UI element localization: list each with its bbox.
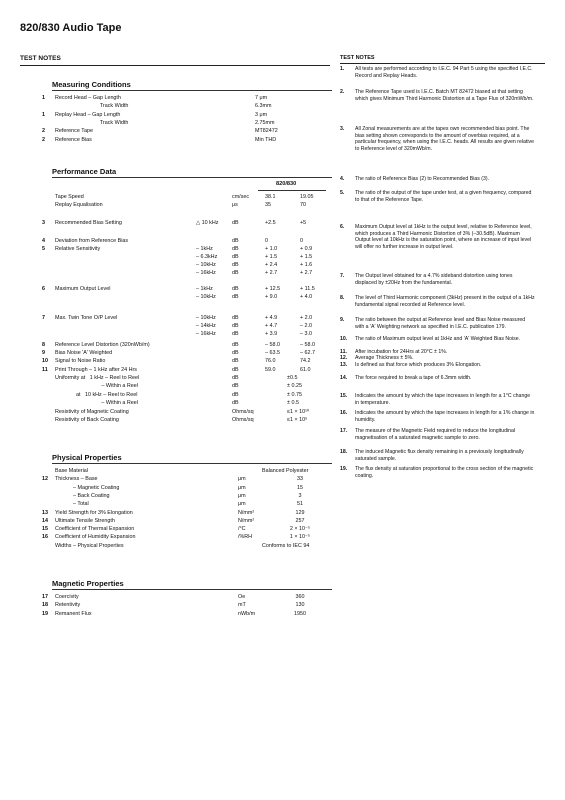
performance-unit: dB [232, 323, 239, 329]
measuring-label: Record Head – Gap Length [55, 95, 121, 101]
note-number: 2. [340, 89, 345, 95]
note-number: 9. [340, 317, 345, 323]
measuring-value: 6.3mm [255, 103, 272, 110]
note-number: 12. [340, 355, 348, 361]
performance-label: – Within a Reel [55, 383, 138, 389]
magnetic-num: 18 [42, 602, 48, 609]
performance-row [0, 285, 360, 293]
note-text: The flux density at saturation proportional to the cross section of the magnetic coating. [355, 466, 534, 479]
performance-unit: μs [232, 202, 238, 208]
physical-value: Balanced Polyester [262, 468, 309, 474]
physical-row [0, 525, 360, 533]
note-text: The level of Third Harmonic component (3kHz) present in the output of a 1kHz fundamental signal recorded at Reference level. [355, 295, 535, 308]
performance-v1: – 58.0 [265, 342, 280, 348]
physical-label: Base Material [55, 468, 88, 474]
measuring-row [0, 111, 360, 119]
physical-unit: N/mm² [238, 509, 255, 516]
magnetic-label: Retentivity [55, 602, 81, 609]
performance-num: 8 [42, 342, 45, 348]
measuring-num: 1 [42, 95, 45, 101]
performance-unit: dB [232, 375, 239, 381]
physical-unit: μm [238, 501, 246, 508]
performance-row [0, 349, 360, 357]
header-rule [20, 65, 330, 66]
physical-num: 14 [42, 517, 48, 524]
performance-v2: + 0.9 [300, 246, 313, 252]
performance-v1: + 3.9 [265, 331, 278, 337]
note-text: The Reference Tape used is I.E.C. Batch MT 82472 biased at that setting which gives Minimum Third Harmonic Distortion at a Tape Flux of 320mWb/m. [355, 89, 534, 102]
performance-v2: + 2.7 [300, 270, 313, 276]
performance-v2: – 3.0 [300, 331, 312, 337]
performance-row [0, 201, 360, 209]
note-number: 6. [340, 224, 345, 230]
performance-v1: 38.1 [265, 194, 276, 200]
performance-v1: + 1.5 [265, 254, 278, 260]
performance-row [0, 293, 360, 301]
performance-rule [52, 177, 332, 178]
performance-label: Replay Equalisation [55, 202, 103, 208]
note-number: 17. [340, 428, 348, 434]
physical-row [0, 475, 360, 483]
magnetic-value: 1950 [294, 610, 306, 617]
note-text: The Output level obtained for a 4.7% sideband distortion using tones displaced by ±20Hz from the fundamental. [355, 273, 513, 286]
performance-row [0, 330, 360, 338]
performance-sub: – 6.3kHz [196, 254, 218, 260]
performance-v1: 0 [265, 238, 268, 244]
physical-unit: μm [238, 492, 246, 499]
performance-v1: – 63.5 [265, 350, 280, 356]
measuring-value: 2.75mm [255, 119, 275, 126]
performance-row [0, 322, 360, 330]
performance-num: 9 [42, 350, 45, 356]
performance-label: Resistivity of Back Coating [55, 417, 119, 423]
measuring-row [0, 94, 360, 102]
note-number: 15. [340, 393, 348, 399]
physical-num: 12 [42, 476, 48, 483]
note-text: Indicates the amount by which the tape increases in length for a 1°C change in temperature. [355, 393, 531, 406]
performance-unit: cm/sec [232, 194, 250, 200]
measuring-num: 2 [42, 128, 45, 135]
note-text: The ratio of Reference Bias (2) to Recommended Bias (3). [355, 176, 490, 182]
performance-label: – Within a Reel [55, 400, 138, 406]
note-text: All tests are performed according to I.E.C. 94 Part 5 using the specified I.E.C. Record and Replay Heads. [355, 66, 533, 79]
note-number: 4. [340, 176, 345, 182]
performance-label: Bias Noise 'A' Weighted [55, 350, 113, 356]
measuring-value: MT82472 [255, 128, 278, 135]
physical-rule [52, 463, 332, 464]
measuring-row [0, 127, 360, 135]
note-text: After incubation for 24Hrs at 20°C ± 1%. [355, 349, 448, 355]
performance-label: Deviation from Reference Bias [55, 238, 129, 244]
measuring-label: Track Width [55, 119, 129, 126]
performance-row [0, 416, 360, 424]
performance-v1: ± 0.25 [287, 383, 302, 389]
performance-num: 5 [42, 246, 45, 252]
performance-v1: ±0.5 [287, 375, 298, 381]
performance-v2: 74.2 [300, 358, 311, 364]
magnetic-value: 360 [295, 594, 305, 600]
physical-unit: N/mm² [238, 517, 255, 524]
note-text: The induced Magnetic flux density remaining in a previously longitudinally saturated sample. [355, 449, 524, 462]
magnetic-row [0, 601, 360, 609]
measuring-value: 7 μm [255, 95, 268, 101]
performance-row [0, 237, 360, 245]
note-number: 3. [340, 126, 345, 132]
performance-unit: dB [232, 392, 239, 398]
performance-v2: + 4.0 [300, 294, 313, 300]
measuring-label: Reference Tape [55, 128, 93, 135]
physical-value: 257 [295, 517, 305, 524]
measuring-row [0, 102, 360, 110]
performance-sub: – 1kHz [196, 246, 213, 252]
performance-unit: dB [232, 286, 239, 292]
performance-sub: – 10kHz [196, 262, 216, 268]
performance-row [0, 382, 360, 390]
performance-row [0, 193, 360, 201]
measuring-row [0, 119, 360, 127]
note-text: The ratio of the output of the tape under test, at a given frequency, compared to that of the Reference Tape. [355, 190, 532, 203]
performance-label: Print Through – 1 kHz after 24 Hrs [55, 367, 137, 373]
note-number: 13. [340, 362, 348, 368]
performance-row [0, 314, 360, 322]
performance-v2: – 58.0 [300, 342, 315, 348]
performance-v1: +2.5 [265, 220, 276, 226]
measuring-value: Min THD [255, 136, 277, 143]
physical-label: – Back Coating [55, 492, 110, 499]
performance-v2: + 1.6 [300, 262, 313, 268]
note-text: All Zonal measurements are at the tapes own recommended bias point. The bias setting shown corresponds to the amount of overbias required, at a particular frequency, when using the I.E.C. heads. All results are given relative to Reference level of 320mWb/m. [355, 126, 534, 152]
performance-v1: + 1.0 [265, 246, 278, 252]
performance-label: Reference Level Distortion (320nWb/m) [55, 342, 150, 348]
performance-v2: +5 [300, 220, 307, 226]
performance-unit: dB [232, 238, 239, 244]
physical-num: 13 [42, 509, 48, 516]
physical-value: 51 [297, 501, 303, 508]
measuring-label: Reference Bias [55, 136, 92, 143]
performance-unit: dB [232, 367, 239, 373]
physical-row [0, 484, 360, 492]
note-number: 16. [340, 410, 348, 416]
performance-sub: – 16kHz [196, 270, 216, 276]
performance-v1: ≤1 × 10¹⁰ [287, 409, 310, 415]
performance-v1: + 4.7 [265, 323, 278, 329]
performance-row [0, 374, 360, 382]
note-number: 18. [340, 449, 348, 455]
performance-column-group: 820/830 [276, 181, 297, 187]
performance-num: 4 [42, 238, 45, 244]
notes-header: TEST NOTES [340, 55, 375, 61]
physical-label: – Magnetic Coating [55, 484, 120, 491]
magnetic-num: 19 [42, 610, 48, 617]
performance-num: 3 [42, 220, 45, 226]
magnetic-value: 130 [295, 602, 305, 609]
performance-unit: dB [232, 358, 239, 364]
note-number: 7. [340, 273, 345, 279]
performance-unit: dB [232, 315, 239, 321]
note-text: The measure of the Magnetic Field required to reduce the longitudinal magnetisation of a saturated magnetic sample to zero. [355, 428, 516, 441]
physical-value: Conforms to IEC 94 [262, 542, 310, 549]
magnetic-row [0, 593, 360, 601]
physical-value: 3 [298, 492, 302, 499]
performance-v1: + 2.4 [265, 262, 278, 268]
performance-label: Relative Sensitivity [55, 246, 101, 252]
performance-unit: dB [232, 254, 239, 260]
performance-unit: dB [232, 262, 239, 268]
performance-v2: – 62.7 [300, 350, 315, 356]
performance-row [0, 357, 360, 365]
physical-row [0, 542, 360, 550]
physical-value: 1 × 10⁻⁵ [289, 534, 311, 541]
document-title: 820/830 Audio Tape [20, 22, 122, 34]
note-number: 8. [340, 295, 345, 301]
performance-v1: + 12.5 [265, 286, 281, 292]
physical-label: Ultimate Tensile Strength [55, 517, 115, 524]
physical-label: Coefficient of Thermal Expansion [55, 526, 135, 533]
magnetic-unit: mT [238, 602, 246, 609]
physical-unit: μm [238, 476, 246, 483]
physical-unit: μm [238, 484, 246, 491]
note-text: Average Thickness ± 5%. [355, 355, 414, 361]
note-number: 1. [340, 66, 345, 72]
magnetic-label: Remanent Flux [55, 610, 92, 617]
performance-sub: – 1kHz [196, 286, 213, 292]
performance-v1: + 2.7 [265, 270, 278, 276]
performance-row [0, 408, 360, 416]
note-number: 5. [340, 190, 345, 196]
physical-row [0, 500, 360, 508]
notes-header-rule [340, 63, 545, 64]
physical-row [0, 492, 360, 500]
performance-v1: + 9.0 [265, 294, 278, 300]
performance-v1: ± 0.75 [287, 392, 302, 398]
physical-row [0, 517, 360, 525]
magnetic-rule [52, 589, 332, 590]
performance-num: 6 [42, 286, 45, 292]
performance-label: at 10 kHz – Reel to Reel [55, 392, 138, 398]
performance-v2: 19.05 [300, 194, 314, 200]
performance-v1: ≤1 × 10⁶ [287, 417, 308, 423]
note-text: Indicates the amount by which the tape increases in length for a 1% change in humidity. [355, 410, 535, 423]
performance-label: Recommended Bias Setting [55, 220, 122, 226]
physical-num: 15 [42, 526, 48, 533]
performance-v2: 0 [300, 238, 303, 244]
performance-row [0, 391, 360, 399]
performance-num: 11 [42, 367, 48, 373]
note-text: Is defined as that force which produces 3% Elongation. [355, 362, 482, 368]
performance-v2: 70 [300, 202, 306, 208]
magnetic-label: Coercivity [55, 594, 79, 600]
physical-value: 2 × 10⁻⁵ [289, 526, 311, 533]
measuring-label: Replay Head – Gap Length [55, 111, 121, 118]
physical-row [0, 509, 360, 517]
performance-v2: + 1.5 [300, 254, 313, 260]
performance-v1: 35 [265, 202, 271, 208]
physical-label: Thickness – Base [55, 476, 98, 483]
performance-unit: Ohms/sq [232, 417, 254, 423]
note-number: 10. [340, 336, 348, 342]
measuring-num: 2 [42, 136, 45, 143]
magnetic-row [0, 610, 360, 618]
note-number: 14. [340, 375, 348, 381]
physical-row [0, 467, 360, 475]
measuring-num: 1 [42, 111, 45, 118]
performance-unit: dB [232, 246, 239, 252]
performance-v2: + 11.5 [300, 286, 315, 292]
performance-row [0, 269, 360, 277]
performance-label: Maximum Output Level [55, 286, 111, 292]
measuring-rule [52, 90, 332, 91]
physical-label: Coefficient of Humidity Expansion [55, 534, 136, 541]
performance-num: 7 [42, 315, 45, 321]
physical-heading: Physical Properties [52, 453, 122, 462]
left-section-header: TEST NOTES [20, 55, 61, 62]
performance-unit: dB [232, 331, 239, 337]
performance-unit: dB [232, 294, 239, 300]
physical-unit: /°C [238, 526, 246, 533]
performance-sub: – 10kHz [196, 315, 216, 321]
physical-unit: /%RH [238, 534, 253, 541]
physical-value: 129 [295, 509, 305, 516]
performance-row [0, 366, 360, 374]
performance-unit: dB [232, 350, 239, 356]
physical-num: 16 [42, 534, 48, 541]
performance-label: Max. Twin Tone O/P Level [55, 315, 118, 321]
performance-num: 10 [42, 358, 48, 364]
performance-v2: + 2.0 [300, 315, 313, 321]
measuring-value: 3 μm [255, 111, 268, 118]
performance-unit: dB [232, 383, 239, 389]
note-text: The ratio of Maximum output level at 1kHz and 'A' Weighted Bias Noise. [355, 336, 521, 342]
measuring-heading: Measuring Conditions [52, 80, 131, 89]
magnetic-unit: Oe [238, 594, 246, 600]
measuring-label: Track Width [55, 103, 129, 110]
physical-label: Widths – Physical Properties [55, 542, 124, 549]
performance-unit: dB [232, 400, 239, 406]
performance-sub: – 10kHz [196, 294, 216, 300]
note-number: 11. [340, 349, 347, 355]
magnetic-heading: Magnetic Properties [52, 579, 124, 588]
note-text: The force required to break a tape of 6.3mm width. [355, 375, 472, 381]
performance-row [0, 253, 360, 261]
performance-heading: Performance Data [52, 167, 117, 176]
performance-sub: – 16kHz [196, 331, 216, 337]
physical-label: – Total [55, 501, 89, 508]
performance-unit: dB [232, 270, 239, 276]
performance-unit: dB [232, 342, 239, 348]
performance-v1: + 4.9 [265, 315, 278, 321]
performance-sub: △ 10 kHz [196, 220, 219, 226]
performance-label: Resistivity of Magnetic Coating [55, 409, 129, 415]
magnetic-num: 17 [42, 594, 48, 600]
performance-v1: 59.0 [265, 367, 276, 373]
performance-row [0, 341, 360, 349]
col-group-rule [258, 190, 326, 191]
performance-v1: ± 0.5 [287, 400, 299, 406]
note-text: Maximum Output level at 1kHz is the output level, relative to Reference level, which produces a Third Harmonic Distortion of 3% (–30.5dB). Maximum Output level at 10kHz is the saturation point, where an increase of input level will offer no further increase in output level. [355, 224, 532, 250]
performance-unit: dB [232, 220, 239, 226]
performance-row [0, 245, 360, 253]
performance-label: Tape Speed [55, 194, 84, 200]
magnetic-unit: nWb/m [238, 610, 256, 617]
performance-unit: Ohms/sq [232, 409, 254, 415]
performance-v2: – 2.0 [300, 323, 312, 329]
note-number: 19. [340, 466, 348, 472]
measuring-row [0, 136, 360, 144]
note-text: The ratio between the output at Reference level and Bias Noise measured with a 'A' Weighting network as specified in I.E.C. publication 179. [355, 317, 526, 330]
performance-v2: 61.0 [300, 367, 311, 373]
physical-row [0, 533, 360, 541]
performance-row [0, 261, 360, 269]
physical-value: 15 [297, 484, 303, 491]
performance-row [0, 219, 360, 227]
physical-label: Yield Strength for 3% Elongation [55, 509, 133, 516]
performance-v1: 76.0 [265, 358, 276, 364]
performance-sub: – 14kHz [196, 323, 216, 329]
performance-label: Signal to Noise Ratio [55, 358, 106, 364]
performance-row [0, 399, 360, 407]
physical-value: 33 [297, 476, 303, 483]
performance-label: Uniformity at 1 kHz – Reel to Reel [55, 375, 140, 381]
